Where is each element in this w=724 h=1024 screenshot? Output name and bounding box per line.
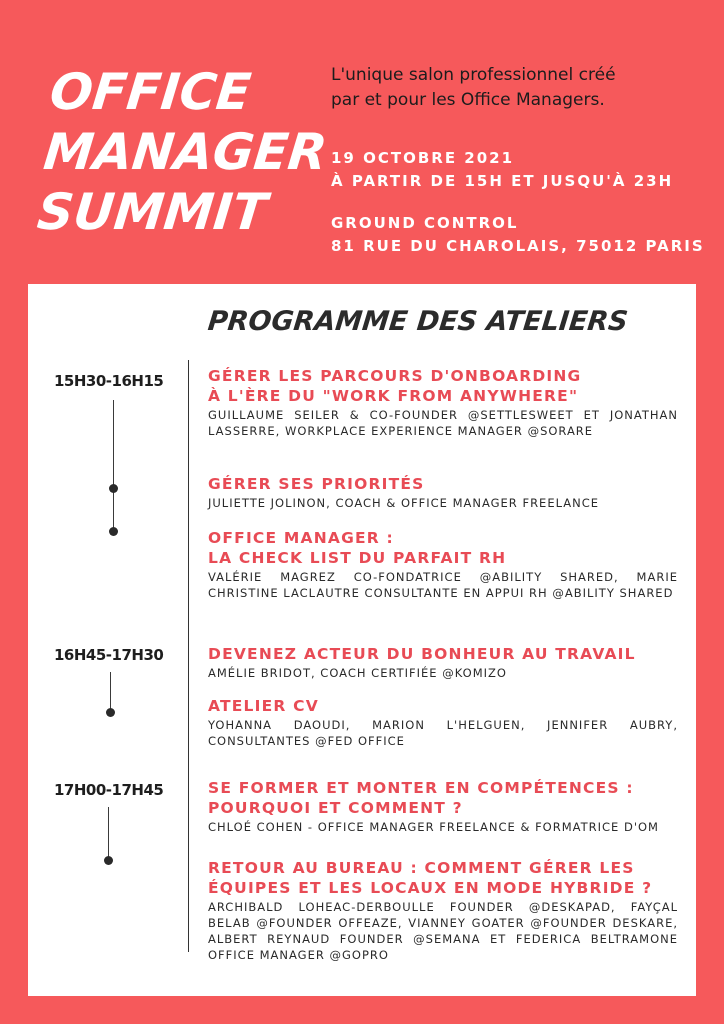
program-panel: [28, 284, 696, 996]
session-speakers: JULIETTE JOLINON, COACH & OFFICE MANAGER FREELANCE: [208, 496, 600, 510]
timeline-divider: [188, 360, 189, 952]
session-speakers: AMÉLIE BRIDOT, COACH CERTIFIÉE @KOMIZO: [208, 666, 507, 680]
session-item: [208, 778, 678, 835]
session-title: [208, 778, 678, 818]
event-title-line: MANAGER: [40, 123, 330, 181]
event-title: [35, 62, 334, 242]
session-title: [208, 474, 678, 494]
venue-address: 81 RUE DU CHAROLAIS, 75012 PARIS: [331, 237, 705, 255]
event-venue: [331, 212, 705, 258]
program-heading: PROGRAMME DES ATELIERS: [206, 306, 630, 337]
session-title-line: DEVENEZ ACTEUR DU BONHEUR AU TRAVAIL: [208, 645, 636, 663]
timeline-dot: [106, 708, 115, 717]
tagline-line: par et pour les Office Managers.: [331, 90, 605, 110]
timeline-dot: [104, 856, 113, 865]
time-range-line: À PARTIR DE 15H ET JUSQU'À 23H: [331, 172, 674, 190]
session-speakers: CHLOÉ COHEN - OFFICE MANAGER FREELANCE & FORMATRICE D'OM: [208, 820, 659, 834]
time-slot-3: 17H00-17H45: [54, 781, 164, 799]
session-speakers: VALÉRIE MAGREZ CO-FONDATRICE @ABILITY SHARED, MARIE CHRISTINE LACLAUTRE CONSULTANTE EN APPUI RH @ABILITY SHARED: [208, 570, 678, 600]
session-item: [208, 366, 678, 439]
session-item: [208, 644, 678, 681]
event-date: [331, 147, 673, 193]
event-title-line: SUMMIT: [34, 183, 270, 241]
tagline-line: L'unique salon professionnel créé: [331, 65, 616, 85]
session-item: [208, 858, 678, 963]
timeline-dot: [109, 484, 118, 493]
session-title-line: GÉRER SES PRIORITÉS: [208, 475, 425, 493]
session-title-line: LA CHECK LIST DU PARFAIT RH: [208, 549, 507, 567]
session-title: [208, 858, 678, 898]
event-title-line: OFFICE: [47, 63, 254, 121]
timeline-line: [108, 807, 109, 859]
session-title-line: SE FORMER ET MONTER EN COMPÉTENCES :: [208, 779, 634, 797]
venue-name: GROUND CONTROL: [331, 214, 519, 232]
session-title: [208, 528, 678, 568]
time-slot-2: 16H45-17H30: [54, 646, 164, 664]
session-speakers: YOHANNA DAOUDI, MARION L'HELGUEN, JENNIFER AUBRY, CONSULTANTES @FED OFFICE: [208, 718, 678, 748]
session-speakers: ARCHIBALD LOHEAC-DERBOULLE FOUNDER @DESKAPAD, FAYÇAL BELAB @FOUNDER OFFEAZE, VIANNEY GOATER @FOUNDER DESKARE, ALBERT REYNAUD FOUNDER @SEMANA ET FEDERICA BELTRAMONE OFFICE MANAGER @GOPRO: [208, 900, 678, 962]
session-title-line: OFFICE MANAGER :: [208, 529, 394, 547]
timeline-line: [110, 672, 111, 712]
session-title: [208, 696, 678, 716]
date-line: 19 OCTOBRE 2021: [331, 149, 515, 167]
session-title-line: GÉRER LES PARCOURS D'ONBOARDING: [208, 367, 582, 385]
session-title: [208, 366, 678, 406]
session-item: [208, 474, 678, 511]
session-title-line: RETOUR AU BUREAU : COMMENT GÉRER LES: [208, 859, 635, 877]
session-title-line: ÉQUIPES ET LES LOCAUX EN MODE HYBRIDE ?: [208, 879, 653, 897]
event-tagline: [331, 63, 701, 113]
session-title-line: ATELIER CV: [208, 697, 319, 715]
session-speakers: GUILLAUME SEILER & CO-FOUNDER @SETTLESWEET ET JONATHAN LASSERRE, WORKPLACE EXPERIENCE MANAGER @SORARE: [208, 408, 678, 438]
session-title-line: POURQUOI ET COMMENT ?: [208, 799, 463, 817]
session-item: [208, 528, 678, 601]
session-title: [208, 644, 678, 664]
time-slot-1: 15H30-16H15: [54, 372, 164, 390]
session-title-line: À L'ÈRE DU "WORK FROM ANYWHERE": [208, 387, 579, 405]
session-item: [208, 696, 678, 749]
timeline-dot: [109, 527, 118, 536]
timeline-line: [113, 400, 114, 532]
